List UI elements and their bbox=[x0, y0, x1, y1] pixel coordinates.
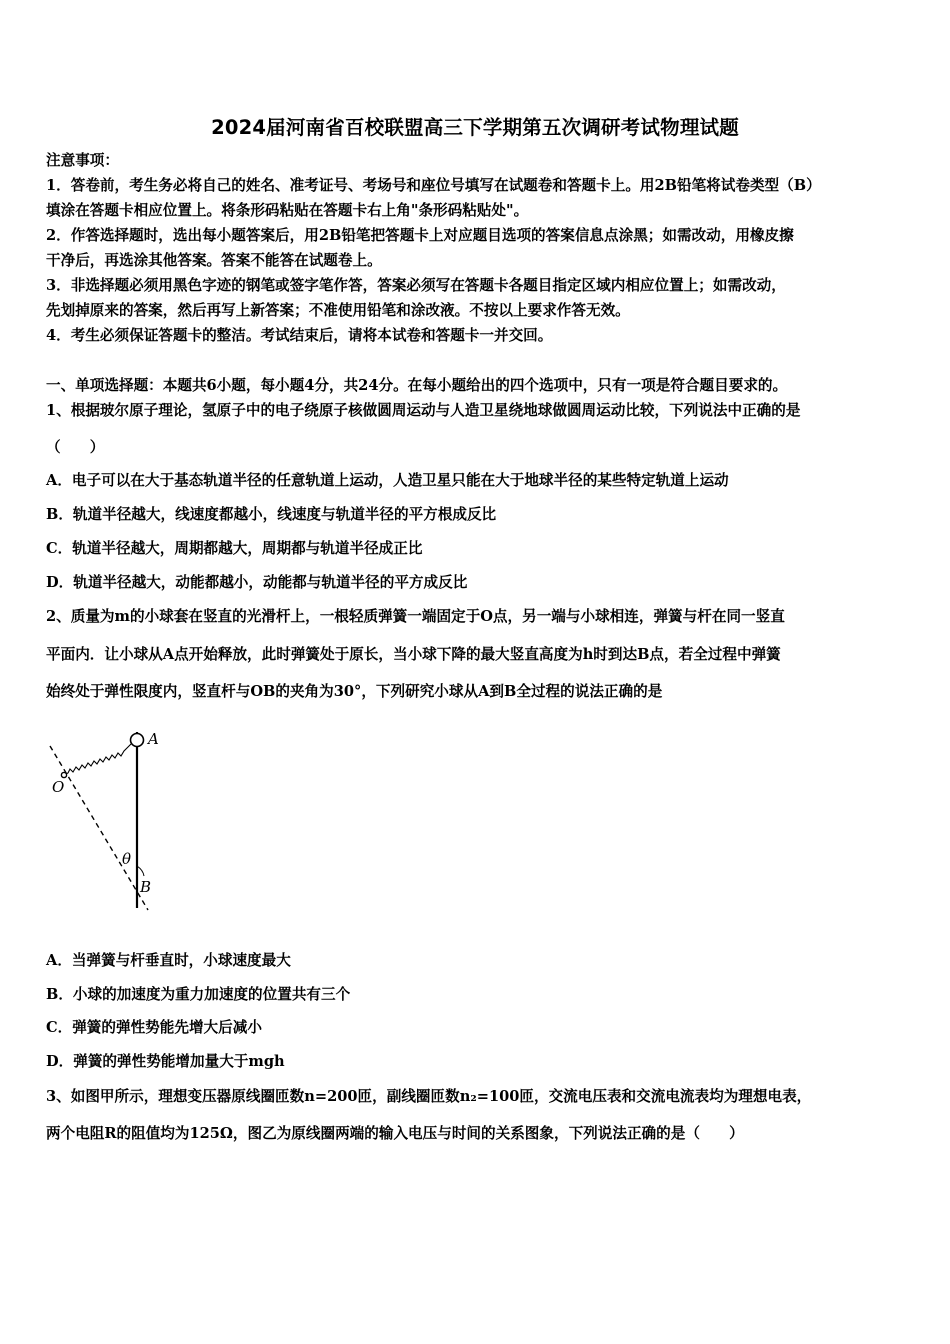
q2-stem: 平面内．让小球从A点开始释放，此时弹簧处于原长，当小球下降的最大竖直高度为h时到达B点，若全过程中弹簧 bbox=[46, 646, 781, 663]
fixed-point-o bbox=[61, 772, 66, 777]
spring-rod-diagram bbox=[44, 718, 174, 918]
notice-line: 先划掉原来的答案，然后再写上新答案；不准使用铅笔和涂改液。不按以上要求作答无效。 bbox=[46, 302, 630, 319]
notice-line: 4．考生必须保证答题卡的整洁。考试结束后，请将本试卷和答题卡一并交回。 bbox=[46, 327, 553, 344]
notice-line: 干净后，再选涂其他答案。答案不能答在试题卷上。 bbox=[46, 252, 382, 269]
notice-line: 填涂在答题卡相应位置上。将条形码粘贴在答题卡右上角"条形码粘贴处"。 bbox=[46, 202, 529, 219]
q1-option-d: D．轨道半径越大，动能都越小，动能都与轨道半径的平方成反比 bbox=[46, 574, 468, 591]
q3-stem: 两个电阻R的阻值均为125Ω，图乙为原线圈两端的输入电压与时间的关系图象，下列说法正确的是（ ） bbox=[46, 1125, 744, 1142]
notice-heading: 注意事项： bbox=[46, 152, 119, 169]
q2-stem: 2、质量为m的小球套在竖直的光滑杆上，一根轻质弹簧一端固定于O点，另一端与小球相连，弹簧与杆在同一竖直 bbox=[46, 608, 785, 625]
q2-option-a: A．当弹簧与杆垂直时，小球速度最大 bbox=[46, 952, 291, 969]
notice-line: 3．非选择题必须用黑色字迹的钢笔或签字笔作答，答案必须写在答题卡各题目指定区域内相应位置上；如需改动， bbox=[46, 277, 786, 294]
dashed-line-ob bbox=[50, 746, 148, 910]
spring-rod-figure bbox=[44, 718, 174, 918]
notice-line: 1．答卷前，考生务必将自己的姓名、准考证号、考场号和座位号填写在试题卷和答题卡上。用2B铅笔将试卷类型（B） bbox=[46, 177, 821, 194]
page-title: 2024届河南省百校联盟高三下学期第五次调研考试物理试题 bbox=[211, 116, 739, 139]
label-a: A bbox=[148, 730, 159, 748]
label-b: B bbox=[140, 878, 152, 896]
q1-stem: 1、根据玻尔原子理论，氢原子中的电子绕原子核做圆周运动与人造卫星绕地球做圆周运动比较，下列说法中正确的是 bbox=[46, 402, 801, 419]
q2-option-b: B．小球的加速度为重力加速度的位置共有三个 bbox=[46, 986, 351, 1003]
spring bbox=[64, 744, 131, 775]
q2-stem: 始终处于弹性限度内，竖直杆与OB的夹角为30°，下列研究小球从A到B全过程的说法正确的是 bbox=[46, 683, 663, 700]
q2-option-c: C．弹簧的弹性势能先增大后减小 bbox=[46, 1019, 262, 1036]
label-theta: θ bbox=[122, 850, 132, 868]
q2-option-d: D．弹簧的弹性势能增加量大于mgh bbox=[46, 1053, 285, 1070]
section-heading: 一、单项选择题：本题共6小题，每小题4分，共24分。在每小题给出的四个选项中，只有一项是符合题目要求的。 bbox=[46, 377, 788, 394]
q1-option-a: A．电子可以在大于基态轨道半径的任意轨道上运动，人造卫星只能在大于地球半径的某些特定轨道上运动 bbox=[46, 472, 729, 489]
label-o: O bbox=[52, 778, 65, 796]
q1-stem: （ ） bbox=[46, 439, 105, 456]
q1-option-c: C．轨道半径越大，周期都越大，周期都与轨道半径成正比 bbox=[46, 540, 423, 557]
q3-stem: 3、如图甲所示，理想变压器原线圈匝数n=200匝，副线圈匝数n₂=100匝，交流电压表和交流电流表均为理想电表， bbox=[46, 1088, 812, 1105]
q1-option-b: B．轨道半径越大，线速度都越小，线速度与轨道半径的平方根成反比 bbox=[46, 506, 497, 523]
notice-line: 2．作答选择题时，选出每小题答案后，用2B铅笔把答题卡上对应题目选项的答案信息点涂黑；如需改动，用橡皮擦 bbox=[46, 227, 794, 244]
ball bbox=[131, 734, 144, 747]
